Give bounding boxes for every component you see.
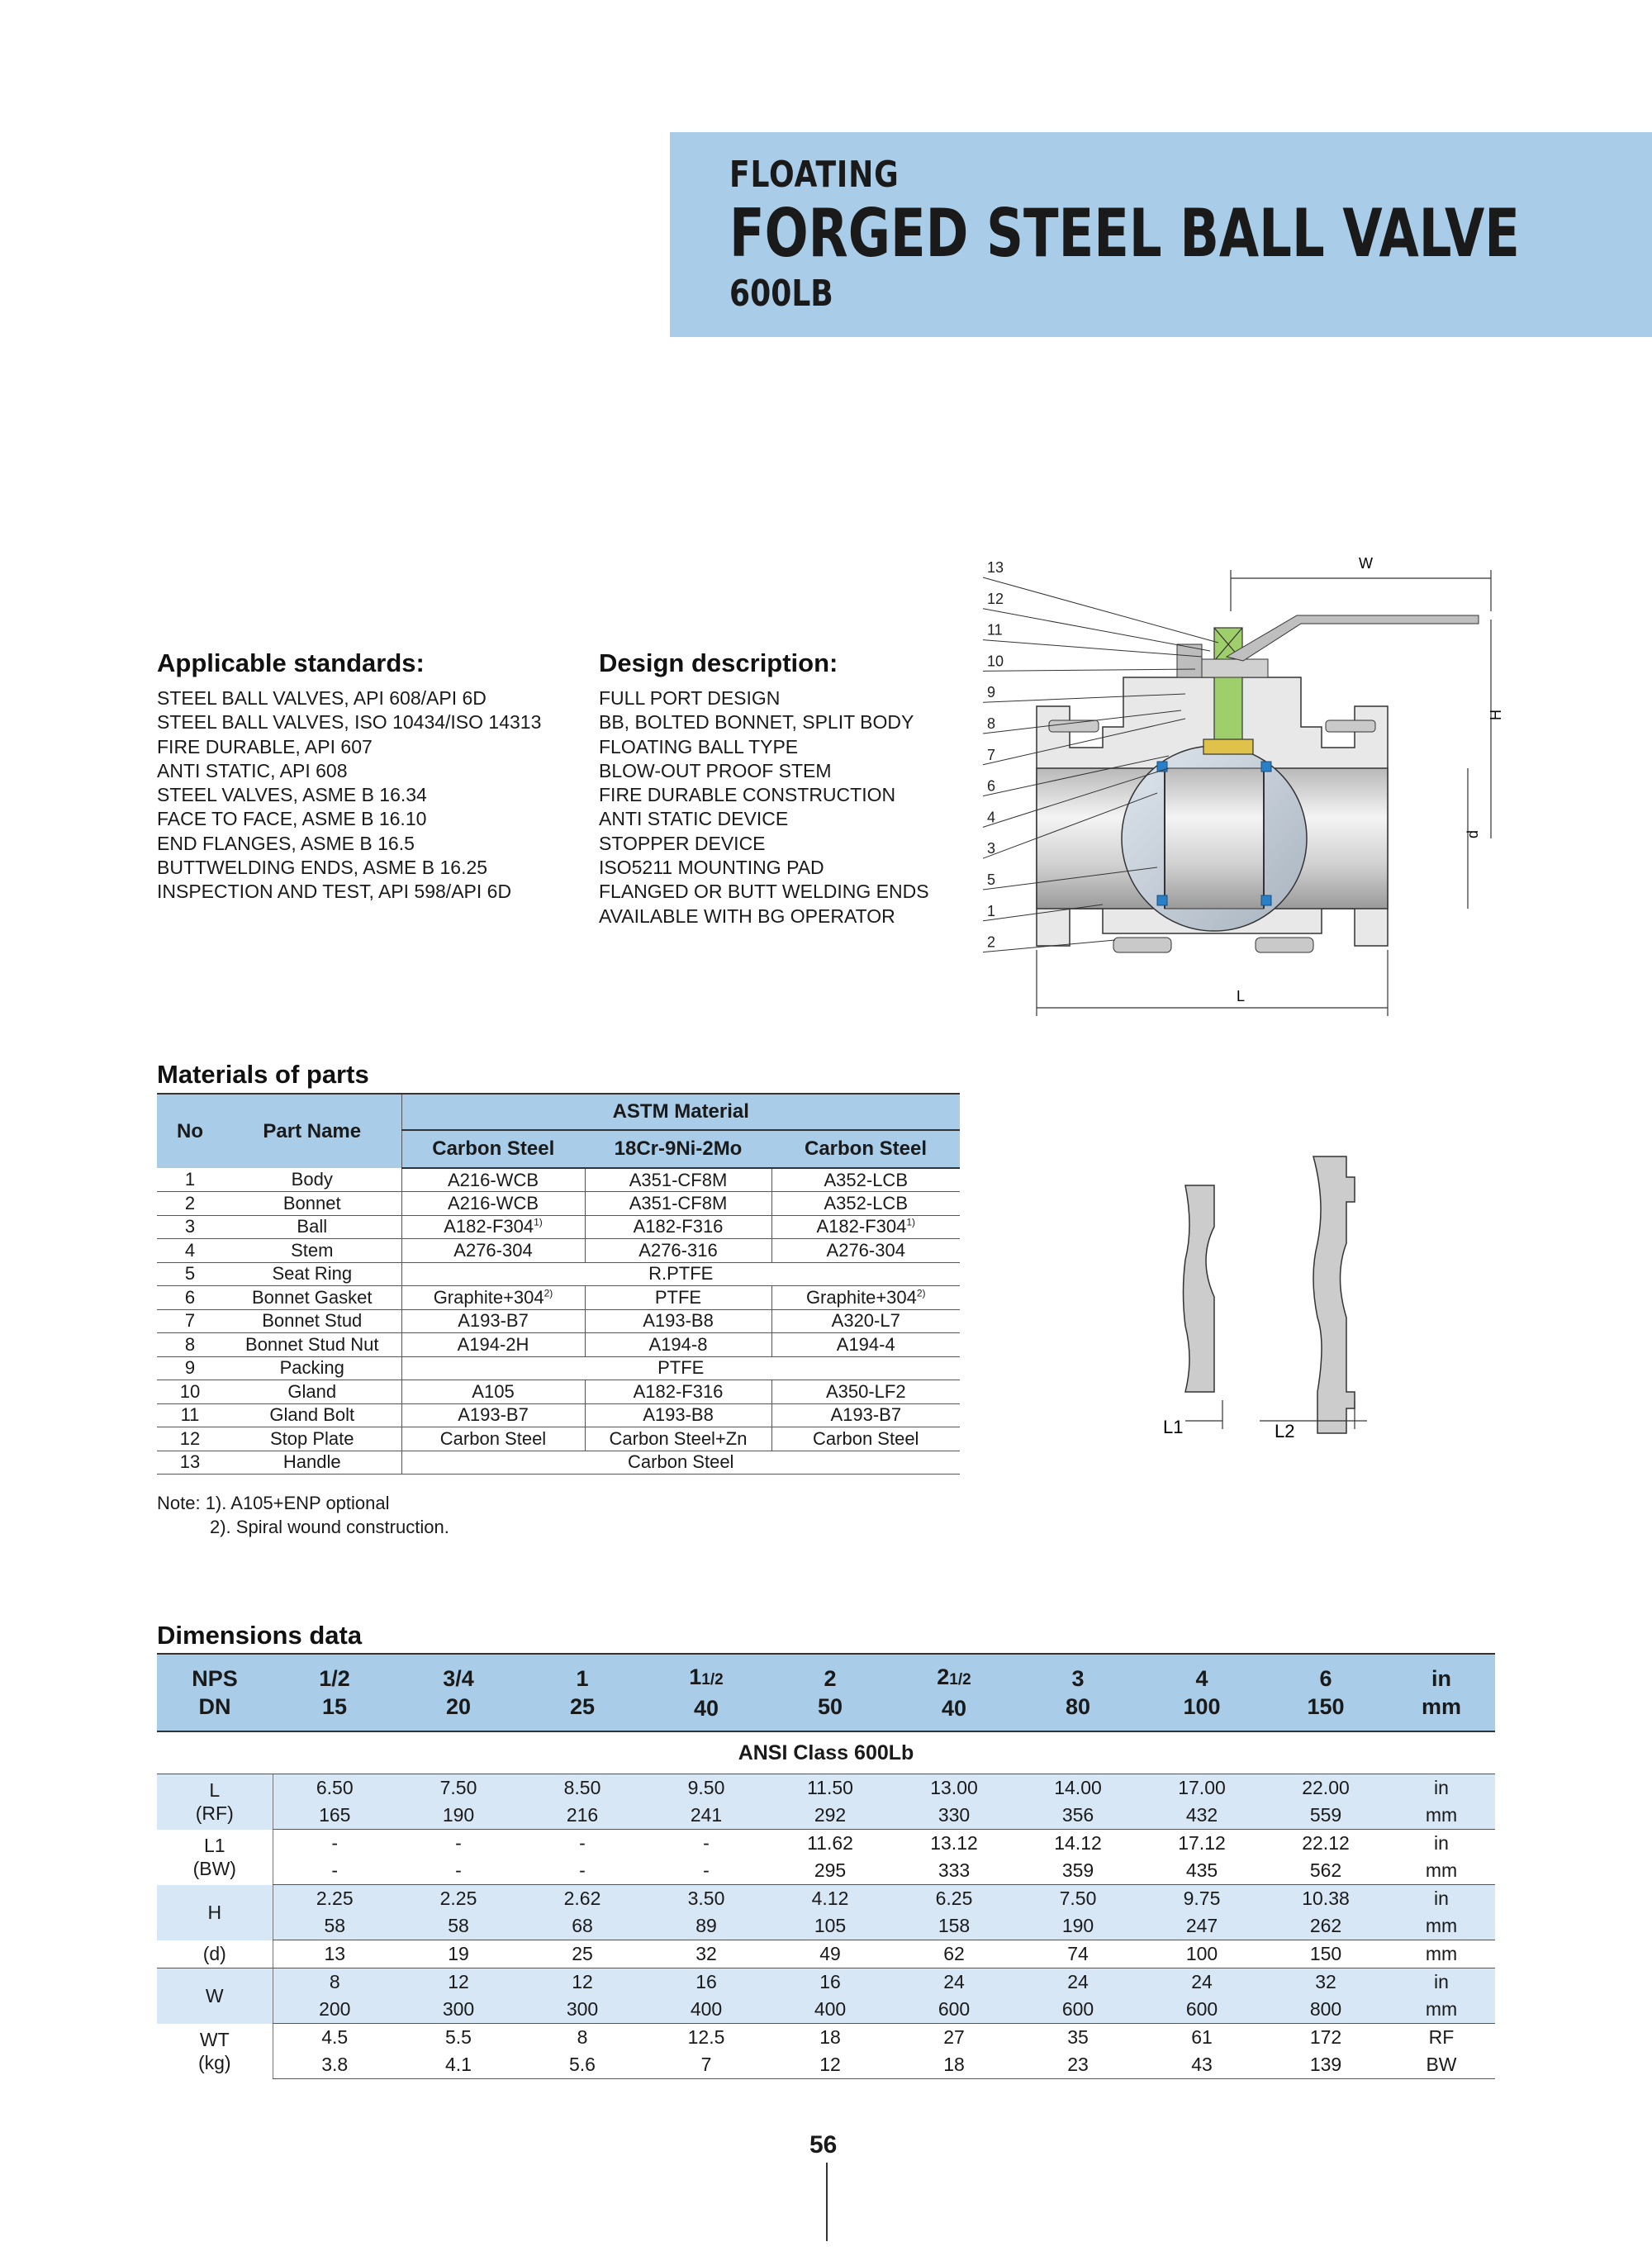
material-cell: A193-B7: [401, 1309, 585, 1333]
dimension-cell: 13: [273, 1940, 396, 1968]
dimension-cell: mm: [1388, 1802, 1495, 1830]
dimension-cell: 17.12: [1178, 1832, 1226, 1854]
dimension-cell: 333: [892, 1857, 1016, 1885]
material-cell: A193-B8: [585, 1309, 771, 1333]
dimension-cell: 216: [520, 1802, 644, 1830]
dimension-cell: 68: [520, 1912, 644, 1940]
dimension-cell: 18: [892, 2051, 1016, 2079]
dimension-cell: 23: [1016, 2051, 1140, 2079]
material-cell: A182-F316: [585, 1380, 771, 1404]
dimension-cell: 172: [1309, 2026, 1342, 2048]
banner-title: FORGED STEEL BALL VALVE: [729, 195, 1520, 272]
dimension-cell: BW: [1388, 2051, 1495, 2079]
material-cell: Handle: [223, 1451, 401, 1475]
material-cell: PTFE: [585, 1286, 771, 1310]
l1-label: L1: [1163, 1417, 1184, 1437]
callout-number: 11: [987, 621, 1003, 639]
callout-number: 8: [987, 715, 996, 732]
dimension-cell: 100: [1140, 1940, 1264, 1968]
table-row: [157, 1168, 960, 1192]
dimension-cell: -: [273, 1857, 396, 1885]
dimension-cell: 400: [644, 1996, 768, 2024]
dimension-cell: 7.50: [396, 1774, 520, 1802]
standard-item: FIRE DURABLE, API 607: [157, 735, 373, 757]
material-cell: 9: [157, 1356, 223, 1380]
dimension-cell: 7: [644, 2051, 768, 2079]
dimension-cell: 5.5: [445, 2026, 472, 2048]
design-item: BLOW-OUT PROOF STEM: [599, 759, 832, 781]
dimension-cell: RF: [1428, 2026, 1455, 2048]
header-unit: in mm: [1388, 1654, 1495, 1731]
page-divider: [826, 2163, 828, 2241]
table-row: [157, 1262, 960, 1286]
table-row: [157, 1427, 960, 1451]
note-2: 2). Spiral wound construction.: [210, 1517, 449, 1537]
banner-class: 600LB: [729, 273, 833, 315]
dimension-cell: 58: [396, 1912, 520, 1940]
dimension-cell: 13.00: [892, 1774, 1016, 1802]
dimension-cell: 11.50: [768, 1774, 892, 1802]
dimension-cell: 12.5: [687, 2026, 725, 2048]
material-cell: A193-B7: [401, 1403, 585, 1427]
dimension-cell: 105: [768, 1912, 892, 1940]
dimension-cell: mm: [1388, 1857, 1495, 1885]
header-nps-dn: NPS DN: [157, 1654, 273, 1731]
dimension-cell: 432: [1140, 1802, 1264, 1830]
dimension-cell: 24: [892, 1968, 1016, 1997]
title-banner: [670, 132, 1652, 337]
callout-number: 6: [987, 777, 996, 795]
dim-l-label: L: [1237, 988, 1246, 1004]
dimension-cell: 24: [1140, 1968, 1264, 1997]
design-item: FULL PORT DESIGN: [599, 687, 781, 709]
standard-item: STEEL BALL VALVES, API 608/API 6D: [157, 687, 487, 709]
dim-w-label: W: [1359, 555, 1373, 572]
material-cell: Packing: [223, 1356, 401, 1380]
valve-section-drawing: [979, 545, 1507, 1028]
dimension-cell: in: [1388, 1774, 1495, 1802]
col-astm-material: ASTM Material: [401, 1094, 960, 1130]
header-size: 3/4 20: [396, 1654, 520, 1731]
callout-number: 4: [987, 809, 996, 826]
table-row: [157, 1333, 960, 1357]
dimension-cell: 330: [892, 1802, 1016, 1830]
material-cell: A276-304: [401, 1239, 585, 1263]
dimension-cell: 356: [1016, 1802, 1140, 1830]
dimension-cell: 12: [396, 1968, 520, 1997]
dimension-cell: 25: [520, 1940, 644, 1968]
dimension-cell: 300: [396, 1996, 520, 2024]
dimension-cell: -: [455, 1832, 462, 1854]
dimension-cell: 600: [892, 1996, 1016, 2024]
dimension-cell: 17.00: [1140, 1774, 1264, 1802]
dimension-cell: 150: [1264, 1940, 1388, 1968]
header-size: 3 80: [1016, 1654, 1140, 1731]
table-row: [157, 2024, 1495, 2052]
dimension-cell: -: [579, 1832, 586, 1854]
callout-leader: [983, 577, 1218, 643]
header-size: 2 50: [768, 1654, 892, 1731]
dimension-cell: 14.00: [1016, 1774, 1140, 1802]
standard-item: END FLANGES, ASME B 16.5: [157, 832, 415, 854]
dimension-cell: 139: [1264, 2051, 1388, 2079]
dimension-cell: mm: [1388, 1912, 1495, 1940]
dimension-cell: 8: [273, 1968, 396, 1997]
callout-number: 2: [987, 933, 996, 951]
dimension-cell: 9.75: [1140, 1885, 1264, 1913]
dim-d-label: d: [1464, 829, 1481, 838]
header-size: 6 150: [1264, 1654, 1388, 1731]
design-item: ANTI STATIC DEVICE: [599, 808, 789, 830]
design-list: [599, 686, 929, 928]
table-row: [157, 1830, 1495, 1858]
material-cell: A194-4: [771, 1333, 960, 1357]
col-no: No: [157, 1094, 223, 1168]
material-cell: A350-LF2: [771, 1380, 960, 1404]
dimension-cell: 559: [1264, 1802, 1388, 1830]
callout-leader: [983, 609, 1210, 651]
dimension-cell: 9.50: [644, 1774, 768, 1802]
material-cell: Bonnet: [223, 1192, 401, 1216]
note-1: Note: 1). A105+ENP optional: [157, 1493, 390, 1513]
callout-leader: [983, 640, 1202, 657]
col-stainless: 18Cr-9Ni-2Mo: [585, 1130, 771, 1168]
dimension-cell: 562: [1264, 1857, 1388, 1885]
row-label: L (RF): [157, 1774, 273, 1830]
dimension-cell: 12: [520, 1968, 644, 1997]
dimension-cell: 32: [1264, 1968, 1388, 1997]
standards-title: Applicable standards:: [157, 648, 425, 677]
table-row: [157, 1857, 1495, 1885]
dimension-cell: 190: [396, 1802, 520, 1830]
material-cell: 8: [157, 1333, 223, 1357]
dimension-cell: 435: [1140, 1857, 1264, 1885]
handle: [1227, 615, 1479, 661]
material-cell: 12: [157, 1427, 223, 1451]
material-cell: A193-B8: [585, 1403, 771, 1427]
material-cell: Seat Ring: [223, 1262, 401, 1286]
callout-number: 3: [987, 840, 996, 857]
table-row: [157, 2051, 1495, 2079]
dimension-cell: 19: [396, 1940, 520, 1968]
material-cell: Carbon Steel+Zn: [585, 1427, 771, 1451]
dimension-cell: 58: [273, 1912, 396, 1940]
material-cell: 1: [157, 1168, 223, 1192]
material-cell: A276-316: [585, 1239, 771, 1263]
dimension-cell: 300: [520, 1996, 644, 2024]
dimension-cell: 11.62: [807, 1832, 853, 1854]
end-profile-drawing: [1148, 1152, 1379, 1450]
table-row: [157, 1239, 960, 1263]
dimension-cell: 2.25: [396, 1885, 520, 1913]
dimension-cell: in: [1388, 1968, 1495, 1997]
table-row: [157, 1192, 960, 1216]
page-number: 56: [809, 2131, 838, 2158]
dimension-cell: 35: [1067, 2026, 1089, 2048]
material-cell: Stem: [223, 1239, 401, 1263]
table-row: [157, 1940, 1495, 1968]
table-row: [157, 1968, 1495, 1997]
standard-item: INSPECTION AND TEST, API 598/API 6D: [157, 881, 512, 903]
dimension-cell: 14.12: [1054, 1832, 1102, 1854]
dimension-cell: 600: [1016, 1996, 1140, 2024]
callout-number: 9: [987, 684, 996, 701]
col-carbon-steel-1: Carbon Steel: [401, 1130, 585, 1168]
standard-item: BUTTWELDING ENDS, ASME B 16.25: [157, 857, 488, 879]
table-row: [157, 1309, 960, 1333]
dimension-cell: 4.5: [273, 2024, 396, 2052]
dimension-cell: 241: [644, 1802, 768, 1830]
standard-item: STEEL VALVES, ASME B 16.34: [157, 784, 427, 806]
dimension-cell: 43: [1140, 2051, 1264, 2079]
material-cell: A105: [401, 1380, 585, 1404]
dimension-cell: 190: [1016, 1912, 1140, 1940]
design-item: FIRE DURABLE CONSTRUCTION: [599, 784, 896, 806]
l2-label: L2: [1275, 1421, 1295, 1441]
table-row: [157, 1885, 1495, 1913]
dimension-cell: 359: [1016, 1857, 1140, 1885]
dimension-cell: 262: [1264, 1912, 1388, 1940]
row-label: L1 (BW): [192, 1835, 236, 1879]
dimension-cell: 32: [644, 1940, 768, 1968]
dimension-cell: 18: [819, 2026, 841, 2048]
table-row: [157, 1451, 960, 1475]
design-title: Design description:: [599, 648, 838, 677]
dimension-cell: 6.50: [273, 1774, 396, 1802]
dimension-cell: 158: [892, 1912, 1016, 1940]
materials-title: Materials of parts: [157, 1060, 369, 1089]
header-size: 1 25: [520, 1654, 644, 1731]
dimension-cell: 5.6: [520, 2051, 644, 2079]
dimension-cell: 12: [768, 2051, 892, 2079]
dimension-cell: 4.12: [768, 1885, 892, 1913]
materials-note: [157, 1491, 449, 1539]
material-cell: 6: [157, 1286, 223, 1310]
material-cell: Carbon Steel: [401, 1427, 585, 1451]
dimension-cell: 13.12: [930, 1832, 978, 1854]
material-cell: A276-304: [771, 1239, 960, 1263]
material-cell: A352-LCB: [771, 1192, 960, 1216]
dimension-cell: 49: [768, 1940, 892, 1968]
dimension-cell: 16: [768, 1968, 892, 1997]
material-cell: A193-B7: [771, 1403, 960, 1427]
dimension-cell: 24: [1016, 1968, 1140, 1997]
dimension-cell: 8: [577, 2026, 588, 2048]
table-row: [157, 1356, 960, 1380]
material-cell: Ball: [223, 1215, 401, 1239]
table-row: [157, 1215, 960, 1239]
material-cell: $Graphite+304^{2)}$: [401, 1286, 585, 1310]
material-cell: A182-F304$^{1)}$: [771, 1215, 960, 1239]
material-cell: Bonnet Stud Nut: [223, 1333, 401, 1357]
dimensions-table: [157, 1653, 1495, 2079]
callout-number: 7: [987, 746, 996, 763]
material-cell: Bonnet Stud: [223, 1309, 401, 1333]
dimension-cell: in: [1388, 1885, 1495, 1913]
header-size: 11/2 40: [644, 1654, 768, 1731]
dimension-cell: 165: [273, 1802, 396, 1830]
bw-end-profile: [1184, 1185, 1215, 1392]
table-row: [157, 1912, 1495, 1940]
material-cell: Carbon Steel: [401, 1451, 960, 1475]
dimension-cell: 22.00: [1264, 1774, 1388, 1802]
header-size: 21/2 40: [892, 1654, 1016, 1731]
dimension-cell: 247: [1140, 1912, 1264, 1940]
dimension-cell: -: [703, 1832, 710, 1854]
callout-number: 13: [987, 559, 1004, 576]
material-cell: R.PTFE: [401, 1262, 960, 1286]
material-cell: A352-LCB: [771, 1168, 960, 1192]
col-carbon-steel-2: Carbon Steel: [771, 1130, 960, 1168]
dimension-cell: 800: [1264, 1996, 1388, 2024]
callout-leader: [983, 669, 1195, 671]
table-row: [157, 1380, 960, 1404]
dimension-cell: 295: [768, 1857, 892, 1885]
rf-end-profile: [1313, 1156, 1355, 1433]
material-cell: A194-2H: [401, 1333, 585, 1357]
row-label: (d): [157, 1940, 273, 1968]
callout-number: 5: [987, 871, 996, 888]
dimension-cell: -: [520, 1857, 644, 1885]
header-size: 4 100: [1140, 1654, 1264, 1731]
banner-subtitle: FLOATING: [729, 154, 900, 196]
dimension-cell: -: [644, 1857, 768, 1885]
design-item: FLOATING BALL TYPE: [599, 735, 799, 757]
row-label: WT (kg): [197, 2029, 231, 2073]
dimension-cell: mm: [1388, 1940, 1495, 1968]
standard-item: FACE TO FACE, ASME B 16.10: [157, 808, 427, 830]
table-row: [157, 1802, 1495, 1830]
dimension-cell: 400: [768, 1996, 892, 2024]
dimension-cell: 89: [644, 1912, 768, 1940]
header-size: 1/2 15: [273, 1654, 396, 1731]
table-row: [157, 1286, 960, 1310]
material-cell: Gland: [223, 1380, 401, 1404]
material-cell: Bonnet Gasket: [223, 1286, 401, 1310]
material-cell: A216-WCB: [401, 1168, 585, 1192]
dimension-cell: -: [273, 1830, 396, 1858]
dimension-cell: 16: [644, 1968, 768, 1997]
dimension-cell: 600: [1140, 1996, 1264, 2024]
dimension-cell: 3.50: [644, 1885, 768, 1913]
dimension-cell: 10.38: [1264, 1885, 1388, 1913]
table-row: [157, 1403, 960, 1427]
row-label: H: [157, 1885, 273, 1940]
material-cell: A351-CF8M: [585, 1168, 771, 1192]
stop-plate: [1177, 644, 1202, 677]
standard-item: ANTI STATIC, API 608: [157, 759, 348, 781]
material-cell: 7: [157, 1309, 223, 1333]
design-item: ISO5211 MOUNTING PAD: [599, 857, 824, 879]
design-item: AVAILABLE WITH BG OPERATOR: [599, 905, 895, 927]
dimension-cell: 8.50: [520, 1774, 644, 1802]
dimension-cell: 2.62: [520, 1885, 644, 1913]
material-cell: 3: [157, 1215, 223, 1239]
dimension-cell: mm: [1388, 1996, 1495, 2024]
dimension-cell: -: [396, 1857, 520, 1885]
dimension-cell: 61: [1191, 2026, 1213, 2048]
dimension-cell: 292: [768, 1802, 892, 1830]
table-row: [157, 1996, 1495, 2024]
material-cell: Gland Bolt: [223, 1403, 401, 1427]
materials-table: [157, 1093, 960, 1475]
callout-number: 10: [987, 653, 1004, 670]
material-cell: Stop Plate: [223, 1427, 401, 1451]
material-cell: A351-CF8M: [585, 1192, 771, 1216]
material-cell: A320-L7: [771, 1309, 960, 1333]
material-cell: 10: [157, 1380, 223, 1404]
table-row: [157, 1774, 1495, 1802]
material-cell: 13: [157, 1451, 223, 1475]
material-cell: PTFE: [401, 1356, 960, 1380]
dimension-cell: 200: [273, 1996, 396, 2024]
row-label: W: [157, 1968, 273, 2024]
dimension-cell: 6.25: [892, 1885, 1016, 1913]
standards-list: [157, 686, 541, 905]
material-cell: 11: [157, 1403, 223, 1427]
design-item: STOPPER DEVICE: [599, 832, 766, 854]
dimension-cell: 7.50: [1016, 1885, 1140, 1913]
dimension-cell: 22.12: [1302, 1832, 1350, 1854]
material-cell: Carbon Steel: [771, 1427, 960, 1451]
callout-number: 1: [987, 902, 996, 919]
dimension-cell: 2.25: [273, 1885, 396, 1913]
dim-h-label: H: [1488, 710, 1504, 720]
material-cell: 5: [157, 1262, 223, 1286]
dimension-cell: 27: [943, 2026, 965, 2048]
col-part-name: Part Name: [223, 1094, 401, 1168]
design-item: BB, BOLTED BONNET, SPLIT BODY: [599, 711, 914, 734]
material-cell: Body: [223, 1168, 401, 1192]
callout-number: 12: [987, 590, 1004, 607]
class-label: ANSI Class 600Lb: [157, 1731, 1495, 1774]
standard-item: STEEL BALL VALVES, ISO 10434/ISO 14313: [157, 711, 542, 734]
material-cell: A194-8: [585, 1333, 771, 1357]
dimension-cell: 3.8: [273, 2051, 396, 2079]
material-cell: A182-F316: [585, 1215, 771, 1239]
material-cell: $Graphite+304^{2)}$: [771, 1286, 960, 1310]
dimensions-title: Dimensions data: [157, 1621, 363, 1650]
design-item: FLANGED OR BUTT WELDING ENDS: [599, 881, 929, 903]
material-cell: A216-WCB: [401, 1192, 585, 1216]
dimension-cell: 62: [892, 1940, 1016, 1968]
material-cell: 4: [157, 1239, 223, 1263]
dimension-cell: 74: [1016, 1940, 1140, 1968]
dimension-cell: in: [1434, 1832, 1449, 1854]
dimension-cell: 4.1: [396, 2051, 520, 2079]
material-cell: 2: [157, 1192, 223, 1216]
material-cell: A182-F304$^{1)}$: [401, 1215, 585, 1239]
